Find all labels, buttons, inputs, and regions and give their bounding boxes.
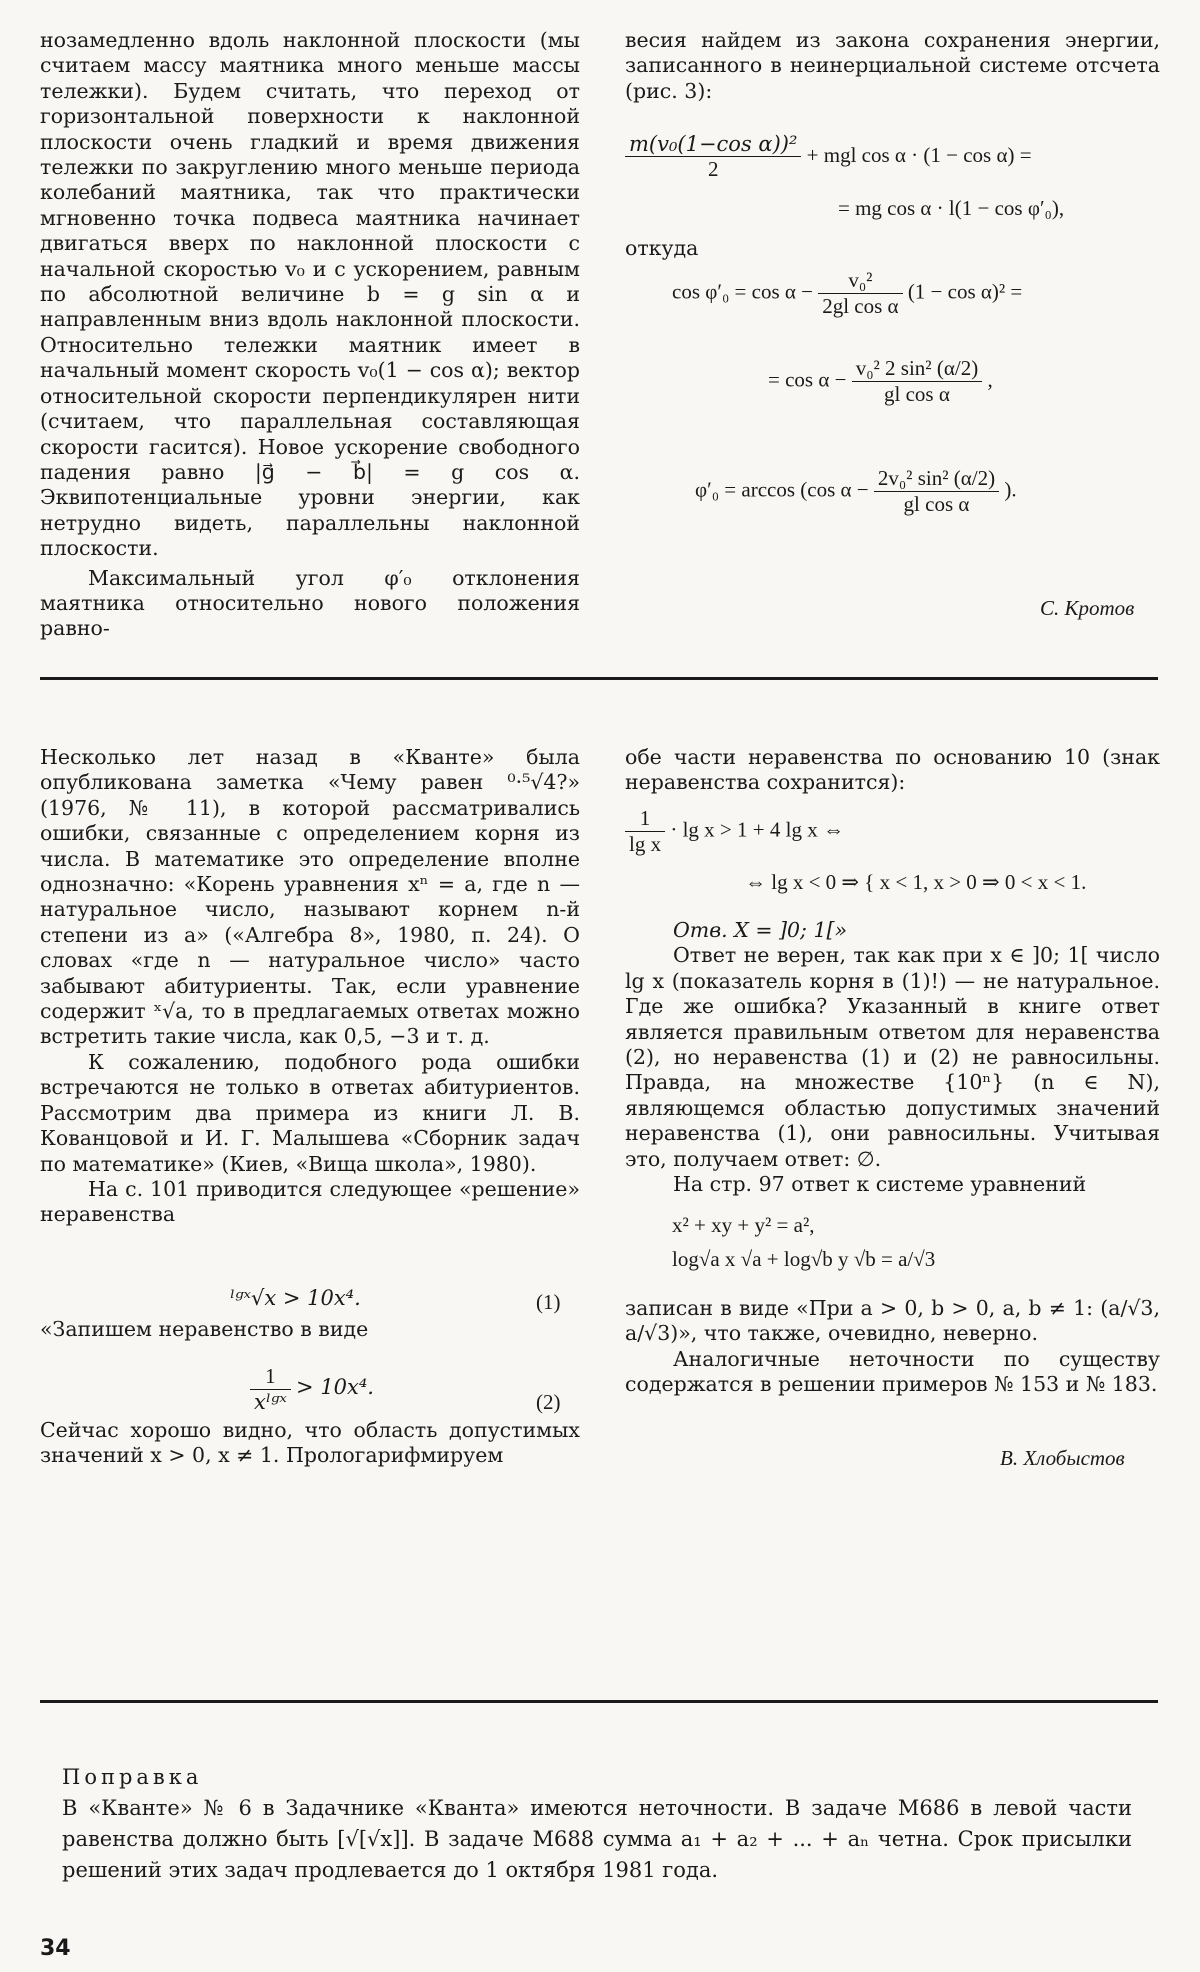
cos-phi-equation: cos φ′₀ = cos α − $\frac{\text{v₀²}}{\text{2gl cos α}}$ (1 − cos α)² =	[672, 268, 1023, 318]
energy-equation-line1: $\frac{\text{m(v₀(1−cos α))²}}{2}$ + mgl cos α · (1 − cos α) =	[625, 132, 1032, 182]
signature-khlobystov: В. Хлобыстов	[1000, 1446, 1125, 1470]
article2-right-tail	[625, 1296, 1160, 1398]
system-line-2: log√a x √a + log√b y √b = a/√3	[672, 1247, 936, 1271]
energy-fraction: $\frac{\text{m(v₀(1−cos α))²}}{2}$	[625, 132, 801, 182]
domain-sentence: Сейчас хорошо видно, что область допустимых значений x > 0, x ≠ 1. Прологарифмируем	[40, 1418, 580, 1468]
signature-krotov: С. Кротов	[1040, 596, 1135, 620]
section-divider-2	[40, 1700, 1158, 1703]
correction-title: Поправка	[62, 1765, 203, 1789]
whence-word: откуда	[625, 236, 699, 260]
page-number: 34	[40, 1936, 71, 1961]
article2-right-paragraph-4: записан в виде «При a > 0, b > 0, a, b ≠ 1: (a/√3, a/√3)», что также, очевидно, неверно.	[625, 1296, 1160, 1346]
inequality-2-number: (2)	[536, 1390, 561, 1414]
article2-right-paragraph-1: обе части неравенства по основанию 10 (знак неравенства сохранится):	[625, 745, 1160, 795]
article2-right-paragraph-2: Ответ не верен, так как при x ∈ ]0; 1[ число lg x (показатель корня в (1)!) — не натуральное. Где же ошибка? Указанный в книге ответ является правильным ответом для неравенства (2), но неравенства (1) и (2) не равносильны. Правда, на множестве {10ⁿ} (n ∈ N), являющемся областью допустимых значений неравенства (1), они равносильны. Учитывая это, получаем ответ: ∅.	[625, 943, 1160, 1171]
cos-phi-simplified: = cos α − $\frac{\text{v₀² 2 sin² (α/2)}}{\text{gl cos α}}$ ,	[768, 356, 993, 406]
inequality-1-number: (1)	[536, 1290, 561, 1314]
correction-notice	[62, 1762, 1132, 1886]
phi-arccos-equation: φ′₀ = arccos (cos α − $\frac{\text{2v₀² sin² (α/2)}}{\text{gl cos α}}$ ).	[695, 466, 1017, 516]
article1-right-column	[625, 28, 1160, 104]
article2-left-column	[40, 745, 580, 1228]
article2-paragraph-1: Несколько лет назад в «Кванте» была опубликована заметка «Чему равен ⁰·⁵√4?» (1976, № 11), в которой рассматривались ошибки, связанные с определением корня из числа. В математике это определение вполне однозначно: «Корень уравнения xⁿ = a, где n — натуральное число, называют корнем n-й степени из a» («Алгебра 8», 1980, п. 24). О словах «где n — натуральное число» часто забывают абитуриенты. Так, если уравнение содержит ˣ√a, то в предлагаемых ответах можно встретить такие числа, как 0,5, −3 и т. д.	[40, 745, 580, 1049]
article1-right-text: весия найдем из закона сохранения энергии, записанного в неинерциальной системе отсчета (рис. 3):	[625, 28, 1160, 103]
log-inequality-line2: ⇔ lg x < 0 ⇒ { x < 1, x > 0 ⇒ 0 < x < 1.	[745, 870, 1087, 894]
article1-left-column	[40, 28, 580, 642]
correction-text: В «Кванте» № 6 в Задачнике «Кванта» имеются неточности. В задаче М686 в левой части равенства должно быть [√[√x]]. В задаче М688 сумма a₁ + a₂ + ... + aₙ четна. Срок присылки решений этих задач продлевается до 1 октября 1981 года.	[62, 1796, 1132, 1882]
log-inequality: $\frac{1}{\text{lg x}}$ · lg x > 1 + 4 lg x ⇔	[625, 806, 844, 857]
inequality-2: $\frac{1}{\text{xˡᵍˣ}}$ > 10x⁴.	[250, 1364, 374, 1414]
article2-right-body	[625, 918, 1160, 1197]
inequality-1: ˡᵍˣ√x > 10x⁴.	[230, 1286, 361, 1310]
article2-right-paragraph-5: Аналогичные неточности по существу содержатся в решении примеров № 153 и № 183.	[625, 1346, 1160, 1397]
article2-right-column	[625, 745, 1160, 796]
article2-paragraph-3: На с. 101 приводится следующее «решение» неравенства	[40, 1176, 580, 1227]
article2-paragraph-2: К сожалению, подобного рода ошибки встречаются не только в ответах абитуриентов. Рассмотрим два примера из книги Л. В. Кованцовой и И. Г. Малышева «Сборник задач по математике» (Киев, «Вища школа», 1980).	[40, 1049, 580, 1176]
system-line-1: x² + xy + y² = a²,	[672, 1213, 815, 1237]
article1-left-text: нозамедленно вдоль наклонной плоскости (мы считаем массу маятника много меньше массы тележки). Будем считать, что переход от горизонтальной поверхности к наклонной плоскости очень гладкий и время движения тележки по закруглению много меньше периода колебаний маятника, так что практически мгновенно точка подвеса маятника начинает двигаться вверх по наклонной плоскости с начальной скоростью v₀ и с ускорением, равным по абсолютной величине b = g sin α и направленным вниз вдоль наклонной плоскости. Относительно тележки маятник имеет в начальный момент скорость v₀(1 − cos α); вектор относительной скорости перпендикулярен нити (считаем, что параллельная составляющая скорости гасится). Новое ускорение свободного падения равно |g⃗ − b⃗| = g cos α. Эквипотенциальные уровни энергии, как нетрудно видеть, параллельны наклонной плоскости.	[40, 28, 580, 561]
equation-system	[672, 1208, 935, 1276]
section-divider-1	[40, 677, 1158, 680]
article1-left-text2: Максимальный угол φ′₀ отклонения маятника относительно нового положения равно-	[40, 565, 580, 641]
book-answer: Отв. X = ]0; 1[»	[673, 918, 848, 942]
article2-right-paragraph-3: На стр. 97 ответ к системе уравнений	[673, 1172, 1087, 1197]
energy-equation-line2: = mg cos α · l(1 − cos φ′₀),	[838, 196, 1065, 220]
rewrite-phrase: «Запишем неравенство в виде	[40, 1317, 369, 1341]
